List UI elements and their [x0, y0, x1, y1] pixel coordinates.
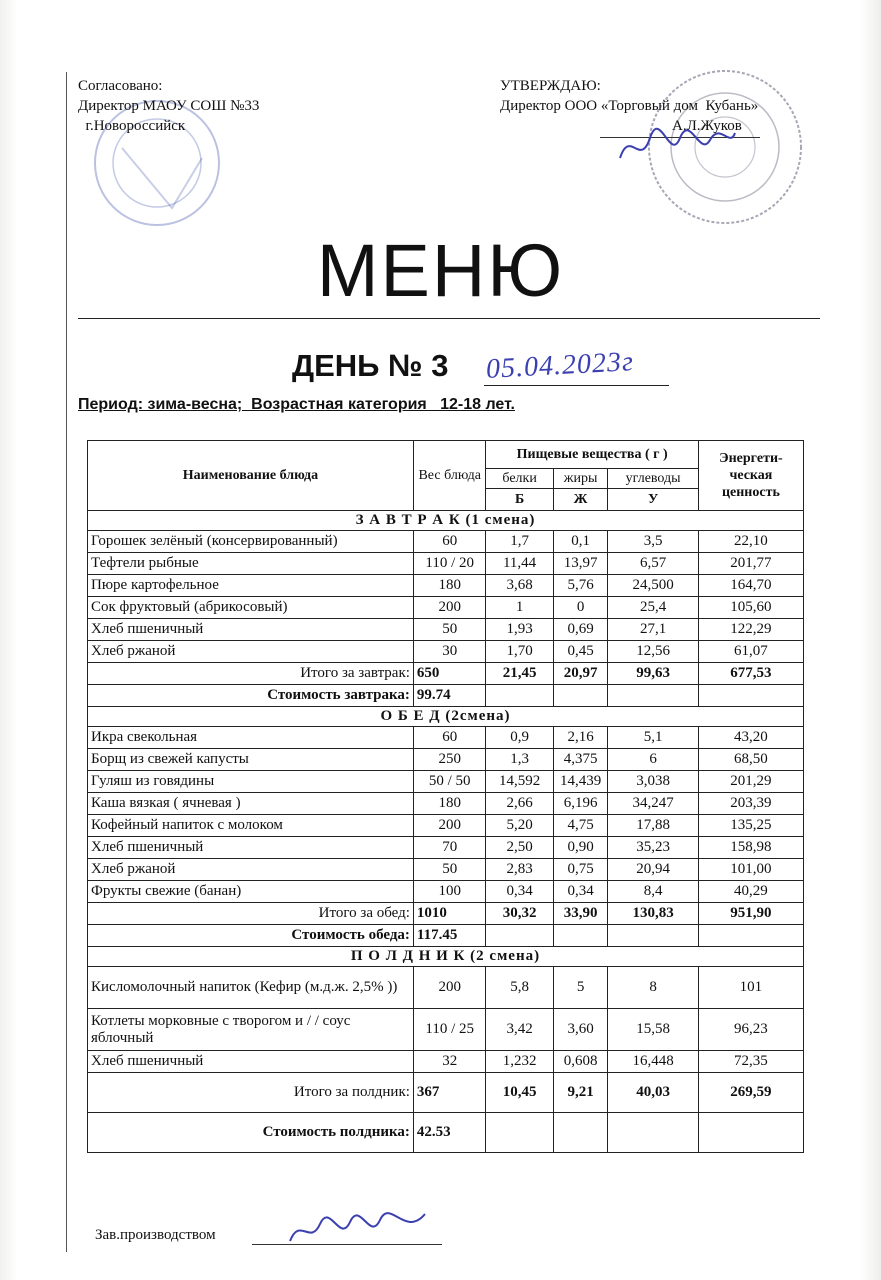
dish-proteins: 2,66 [486, 793, 553, 815]
empty-cell [553, 925, 608, 947]
dish-proteins: 3,42 [486, 1009, 553, 1051]
dish-fats: 0,45 [553, 641, 608, 663]
total-label: Итого за завтрак: [88, 663, 414, 685]
dish-carbs: 24,500 [608, 575, 698, 597]
dish-proteins: 1,232 [486, 1051, 553, 1073]
dish-energy: 203,39 [698, 793, 803, 815]
dish-carbs: 34,247 [608, 793, 698, 815]
dish-weight: 200 [413, 815, 486, 837]
approval-left-line-2: Директор МАОУ СОШ №33 [78, 98, 260, 114]
dish-name: Кисломолочный напиток (Кефир (м.д.ж. 2,5% )) [88, 967, 414, 1009]
table-row [88, 1009, 804, 1051]
total-p: 30,32 [486, 903, 553, 925]
dish-energy: 201,29 [698, 771, 803, 793]
dish-name: Кофейный напиток с молоком [88, 815, 414, 837]
total-c: 99,63 [608, 663, 698, 685]
table-row [88, 815, 804, 837]
dish-name: Тефтели рыбные [88, 553, 414, 575]
dish-fats: 5,76 [553, 575, 608, 597]
dish-proteins: 14,592 [486, 771, 553, 793]
cost-value: 117.45 [413, 925, 486, 947]
dish-name: Горошек зелёный (консервированный) [88, 531, 414, 553]
section-breakfast [88, 511, 804, 531]
dish-carbs: 20,94 [608, 859, 698, 881]
dish-weight: 50 [413, 859, 486, 881]
empty-cell [486, 685, 553, 707]
dish-carbs: 6,57 [608, 553, 698, 575]
day-label: ДЕНЬ № 3 [292, 348, 449, 383]
total-row [88, 903, 804, 925]
dish-fats: 0,608 [553, 1051, 608, 1073]
table-row [88, 859, 804, 881]
table-row [88, 749, 804, 771]
dish-carbs: 6 [608, 749, 698, 771]
total-label: Итого за обед: [88, 903, 414, 925]
dish-fats: 2,16 [553, 727, 608, 749]
total-row [88, 1073, 804, 1113]
dish-carbs: 27,1 [608, 619, 698, 641]
approval-left-line-3: г.Новороссийск [78, 118, 186, 134]
production-signature [285, 1206, 445, 1251]
table-row [88, 727, 804, 749]
dish-energy: 43,20 [698, 727, 803, 749]
total-f: 20,97 [553, 663, 608, 685]
table-row [88, 771, 804, 793]
dish-fats: 3,60 [553, 1009, 608, 1051]
dish-fats: 4,75 [553, 815, 608, 837]
dish-name: Хлеб ржаной [88, 641, 414, 663]
total-c: 40,03 [608, 1073, 698, 1113]
dish-energy: 135,25 [698, 815, 803, 837]
total-c: 130,83 [608, 903, 698, 925]
header-energy: Энергети-ческая ценность [698, 441, 803, 511]
dish-proteins: 0,9 [486, 727, 553, 749]
dish-name: Хлеб пшеничный [88, 1051, 414, 1073]
table-row [88, 553, 804, 575]
dish-carbs: 3,5 [608, 531, 698, 553]
dish-weight: 200 [413, 597, 486, 619]
dish-weight: 100 [413, 881, 486, 903]
dish-name: Пюре картофельное [88, 575, 414, 597]
total-weight: 650 [413, 663, 486, 685]
dish-fats: 0,90 [553, 837, 608, 859]
total-p: 21,45 [486, 663, 553, 685]
header-nutrients: Пищевые вещества ( г ) [486, 441, 698, 469]
dish-weight: 110 / 25 [413, 1009, 486, 1051]
dish-energy: 101,00 [698, 859, 803, 881]
approval-left-line-1: Согласовано: [78, 78, 163, 94]
dish-fats: 0,34 [553, 881, 608, 903]
header-carbs: углеводы [608, 469, 698, 489]
dish-weight: 30 [413, 641, 486, 663]
dish-proteins: 3,68 [486, 575, 553, 597]
dish-fats: 0,75 [553, 859, 608, 881]
approval-right-line-1: УТВЕРЖДАЮ: [500, 78, 601, 94]
dish-fats: 14,439 [553, 771, 608, 793]
dish-carbs: 8,4 [608, 881, 698, 903]
header-weight: Вес блюда [413, 441, 486, 511]
header-fats: жиры [553, 469, 608, 489]
page-title: МЕНЮ [316, 229, 565, 312]
empty-cell [553, 685, 608, 707]
total-row [88, 663, 804, 685]
cost-label: Стоимость завтрака: [88, 685, 414, 707]
dish-carbs: 35,23 [608, 837, 698, 859]
dish-proteins: 5,8 [486, 967, 553, 1009]
approval-right-line-3: А.Л.Жуков [672, 118, 742, 134]
period-line: Период: зима-весна; Возрастная категория 12-18 лет. [78, 396, 515, 413]
dish-energy: 101 [698, 967, 803, 1009]
empty-cell [553, 1113, 608, 1153]
dish-name: Каша вязкая ( ячневая ) [88, 793, 414, 815]
table-row [88, 967, 804, 1009]
table-row [88, 1051, 804, 1073]
dish-weight: 180 [413, 575, 486, 597]
total-f: 33,90 [553, 903, 608, 925]
total-e: 269,59 [698, 1073, 803, 1113]
table-row [88, 641, 804, 663]
section-title: О Б Е Д (2смена) [88, 707, 804, 727]
empty-cell [486, 925, 553, 947]
dish-proteins: 2,83 [486, 859, 553, 881]
header-b: Б [486, 489, 553, 511]
dish-carbs: 15,58 [608, 1009, 698, 1051]
dish-carbs: 25,4 [608, 597, 698, 619]
dish-fats: 0,1 [553, 531, 608, 553]
dish-carbs: 12,56 [608, 641, 698, 663]
dish-name: Гуляш из говядины [88, 771, 414, 793]
dish-carbs: 5,1 [608, 727, 698, 749]
header-zh: Ж [553, 489, 608, 511]
dish-weight: 200 [413, 967, 486, 1009]
dish-carbs: 8 [608, 967, 698, 1009]
menu-table [87, 440, 804, 1153]
empty-cell [698, 925, 803, 947]
dish-proteins: 11,44 [486, 553, 553, 575]
empty-cell [608, 925, 698, 947]
cost-value: 42.53 [413, 1113, 486, 1153]
day-date-underline [484, 385, 669, 386]
section-title: П О Л Д Н И К (2 смена) [88, 947, 804, 967]
title-rule [78, 318, 820, 319]
dish-weight: 50 [413, 619, 486, 641]
approval-right-line-2: Директор ООО «Торговый дом Кубань» [500, 98, 759, 114]
table-row [88, 531, 804, 553]
dish-name: Сок фруктовый (абрикосовый) [88, 597, 414, 619]
dish-fats: 0,69 [553, 619, 608, 641]
footer-label: Зав.производством [95, 1227, 216, 1243]
header-dish-name: Наименование блюда [88, 441, 414, 511]
dish-name: Хлеб пшеничный [88, 619, 414, 641]
director-signature [610, 118, 740, 178]
header-u: У [608, 489, 698, 511]
dish-proteins: 5,20 [486, 815, 553, 837]
dish-name: Икра свекольная [88, 727, 414, 749]
dish-proteins: 2,50 [486, 837, 553, 859]
dish-energy: 164,70 [698, 575, 803, 597]
dish-proteins: 0,34 [486, 881, 553, 903]
table-row [88, 837, 804, 859]
header-proteins: белки [486, 469, 553, 489]
dish-energy: 40,29 [698, 881, 803, 903]
day-date: 05.04.2023г [485, 346, 635, 385]
dish-weight: 110 / 20 [413, 553, 486, 575]
section-lunch [88, 707, 804, 727]
dish-weight: 60 [413, 727, 486, 749]
dish-fats: 6,196 [553, 793, 608, 815]
dish-fats: 5 [553, 967, 608, 1009]
dish-fats: 0 [553, 597, 608, 619]
dish-energy: 96,23 [698, 1009, 803, 1051]
cost-label: Стоимость полдника: [88, 1113, 414, 1153]
dish-weight: 180 [413, 793, 486, 815]
dish-name: Борщ из свежей капусты [88, 749, 414, 771]
dish-energy: 122,29 [698, 619, 803, 641]
dish-proteins: 1,3 [486, 749, 553, 771]
table-row [88, 597, 804, 619]
total-weight: 1010 [413, 903, 486, 925]
dish-carbs: 17,88 [608, 815, 698, 837]
dish-weight: 60 [413, 531, 486, 553]
table-row [88, 793, 804, 815]
dish-energy: 61,07 [698, 641, 803, 663]
dish-name: Хлеб ржаной [88, 859, 414, 881]
dish-carbs: 3,038 [608, 771, 698, 793]
dish-energy: 72,35 [698, 1051, 803, 1073]
cost-row [88, 685, 804, 707]
dish-name: Котлеты морковные с творогом и / / соус яблочный [88, 1009, 414, 1051]
dish-energy: 105,60 [698, 597, 803, 619]
total-p: 10,45 [486, 1073, 553, 1113]
dish-name: Хлеб пшеничный [88, 837, 414, 859]
total-weight: 367 [413, 1073, 486, 1113]
dish-energy: 158,98 [698, 837, 803, 859]
empty-cell [608, 685, 698, 707]
section-title: З А В Т Р А К (1 смена) [88, 511, 804, 531]
dish-fats: 13,97 [553, 553, 608, 575]
dish-proteins: 1,93 [486, 619, 553, 641]
cost-row [88, 1113, 804, 1153]
cost-label: Стоимость обеда: [88, 925, 414, 947]
cost-row [88, 925, 804, 947]
dish-carbs: 16,448 [608, 1051, 698, 1073]
empty-cell [698, 685, 803, 707]
table-row [88, 619, 804, 641]
table-row [88, 575, 804, 597]
dish-energy: 22,10 [698, 531, 803, 553]
total-e: 677,53 [698, 663, 803, 685]
total-label: Итого за полдник: [88, 1073, 414, 1113]
dish-energy: 201,77 [698, 553, 803, 575]
empty-cell [486, 1113, 553, 1153]
dish-proteins: 1 [486, 597, 553, 619]
table-row [88, 881, 804, 903]
empty-cell [608, 1113, 698, 1153]
dish-proteins: 1,7 [486, 531, 553, 553]
total-e: 951,90 [698, 903, 803, 925]
section-snack [88, 947, 804, 967]
dish-weight: 50 / 50 [413, 771, 486, 793]
cost-value: 99.74 [413, 685, 486, 707]
empty-cell [698, 1113, 803, 1153]
total-f: 9,21 [553, 1073, 608, 1113]
dish-name: Фрукты свежие (банан) [88, 881, 414, 903]
dish-weight: 250 [413, 749, 486, 771]
dish-energy: 68,50 [698, 749, 803, 771]
dish-fats: 4,375 [553, 749, 608, 771]
approval-block-left [78, 76, 378, 136]
dish-weight: 70 [413, 837, 486, 859]
dish-weight: 32 [413, 1051, 486, 1073]
dish-proteins: 1,70 [486, 641, 553, 663]
